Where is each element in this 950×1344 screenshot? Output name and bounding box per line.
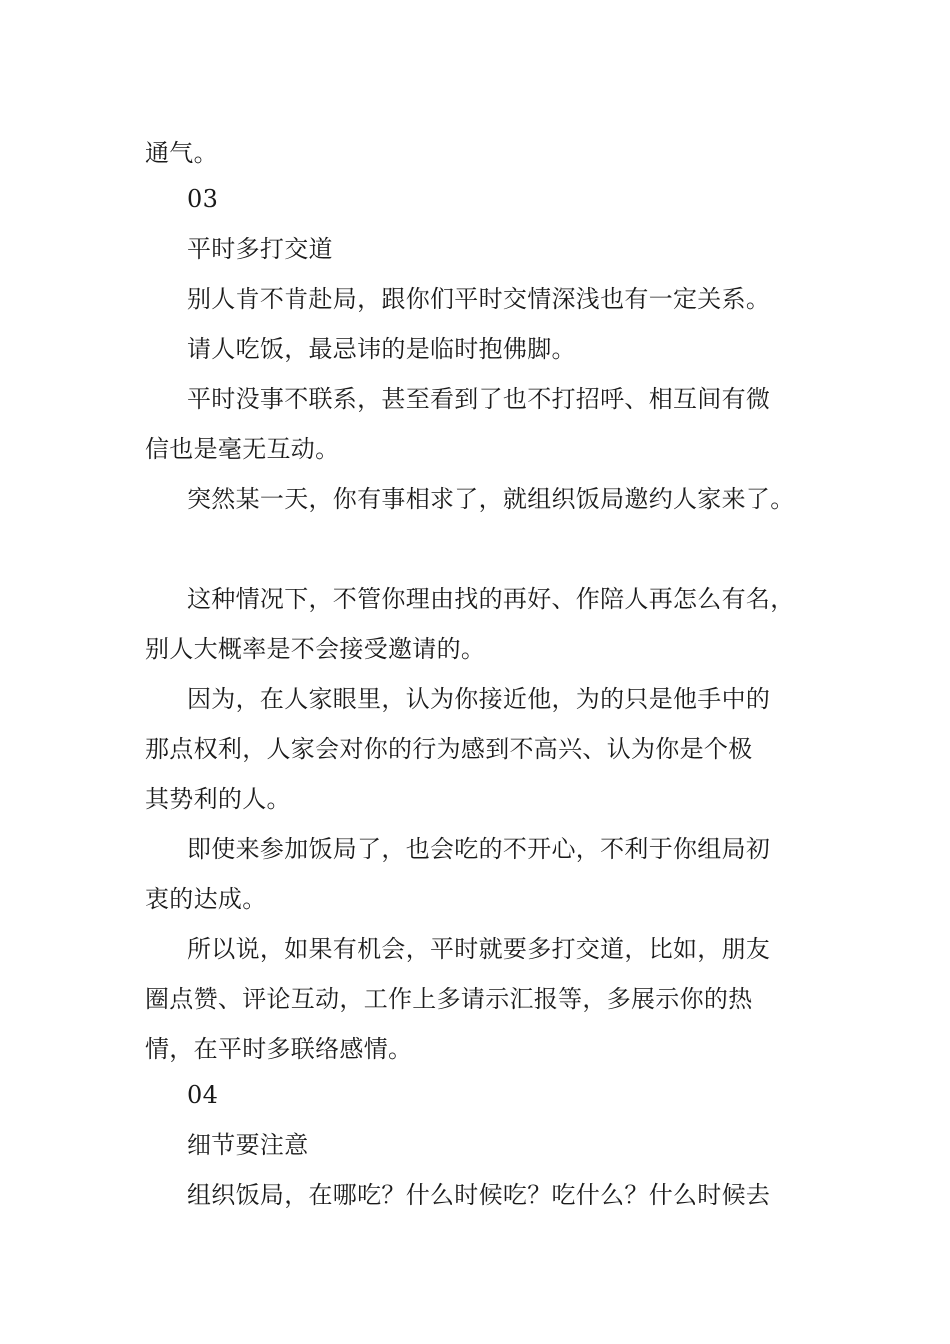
paragraph-line: 请人吃饭，最忌讳的是临时抱佛脚。 xyxy=(187,335,576,363)
paragraph-line: 别人大概率是不会接受邀请的。 xyxy=(145,635,486,663)
paragraph-line: 突然某一天，你有事相求了，就组织饭局邀约人家来了。 xyxy=(187,485,795,513)
section-number: 03 xyxy=(187,185,219,213)
paragraph-line: 衷的达成。 xyxy=(145,885,267,913)
paragraph-line: 组织饭局，在哪吃？什么时候吃？吃什么？什么时候去 xyxy=(187,1181,771,1209)
paragraph-line: 因为，在人家眼里，认为你接近他，为的只是他手中的 xyxy=(187,685,771,713)
paragraph-line: 这种情况下，不管你理由找的再好、作陪人再怎么有名， xyxy=(187,585,795,613)
paragraph-line: 那点权利，人家会对你的行为感到不高兴、认为你是个极 xyxy=(145,735,753,763)
paragraph-line: 情，在平时多联络感情。 xyxy=(145,1035,413,1063)
paragraph-line: 信也是毫无互动。 xyxy=(145,435,340,463)
paragraph-line: 圈点赞、评论互动，工作上多请示汇报等，多展示你的热 xyxy=(145,985,753,1013)
section-heading: 细节要注意 xyxy=(187,1131,309,1159)
paragraph-line: 别人肯不肯赴局，跟你们平时交情深浅也有一定关系。 xyxy=(187,285,771,313)
section-heading: 平时多打交道 xyxy=(187,235,333,263)
paragraph-continuation: 通气。 xyxy=(145,139,218,167)
paragraph-line: 即使来参加饭局了，也会吃的不开心，不利于你组局初 xyxy=(187,835,771,863)
paragraph-line: 其势利的人。 xyxy=(145,785,291,813)
section-number: 04 xyxy=(187,1081,219,1109)
paragraph-line: 所以说，如果有机会，平时就要多打交道，比如，朋友 xyxy=(187,935,771,963)
paragraph-line: 平时没事不联系，甚至看到了也不打招呼、相互间有微 xyxy=(187,385,771,413)
